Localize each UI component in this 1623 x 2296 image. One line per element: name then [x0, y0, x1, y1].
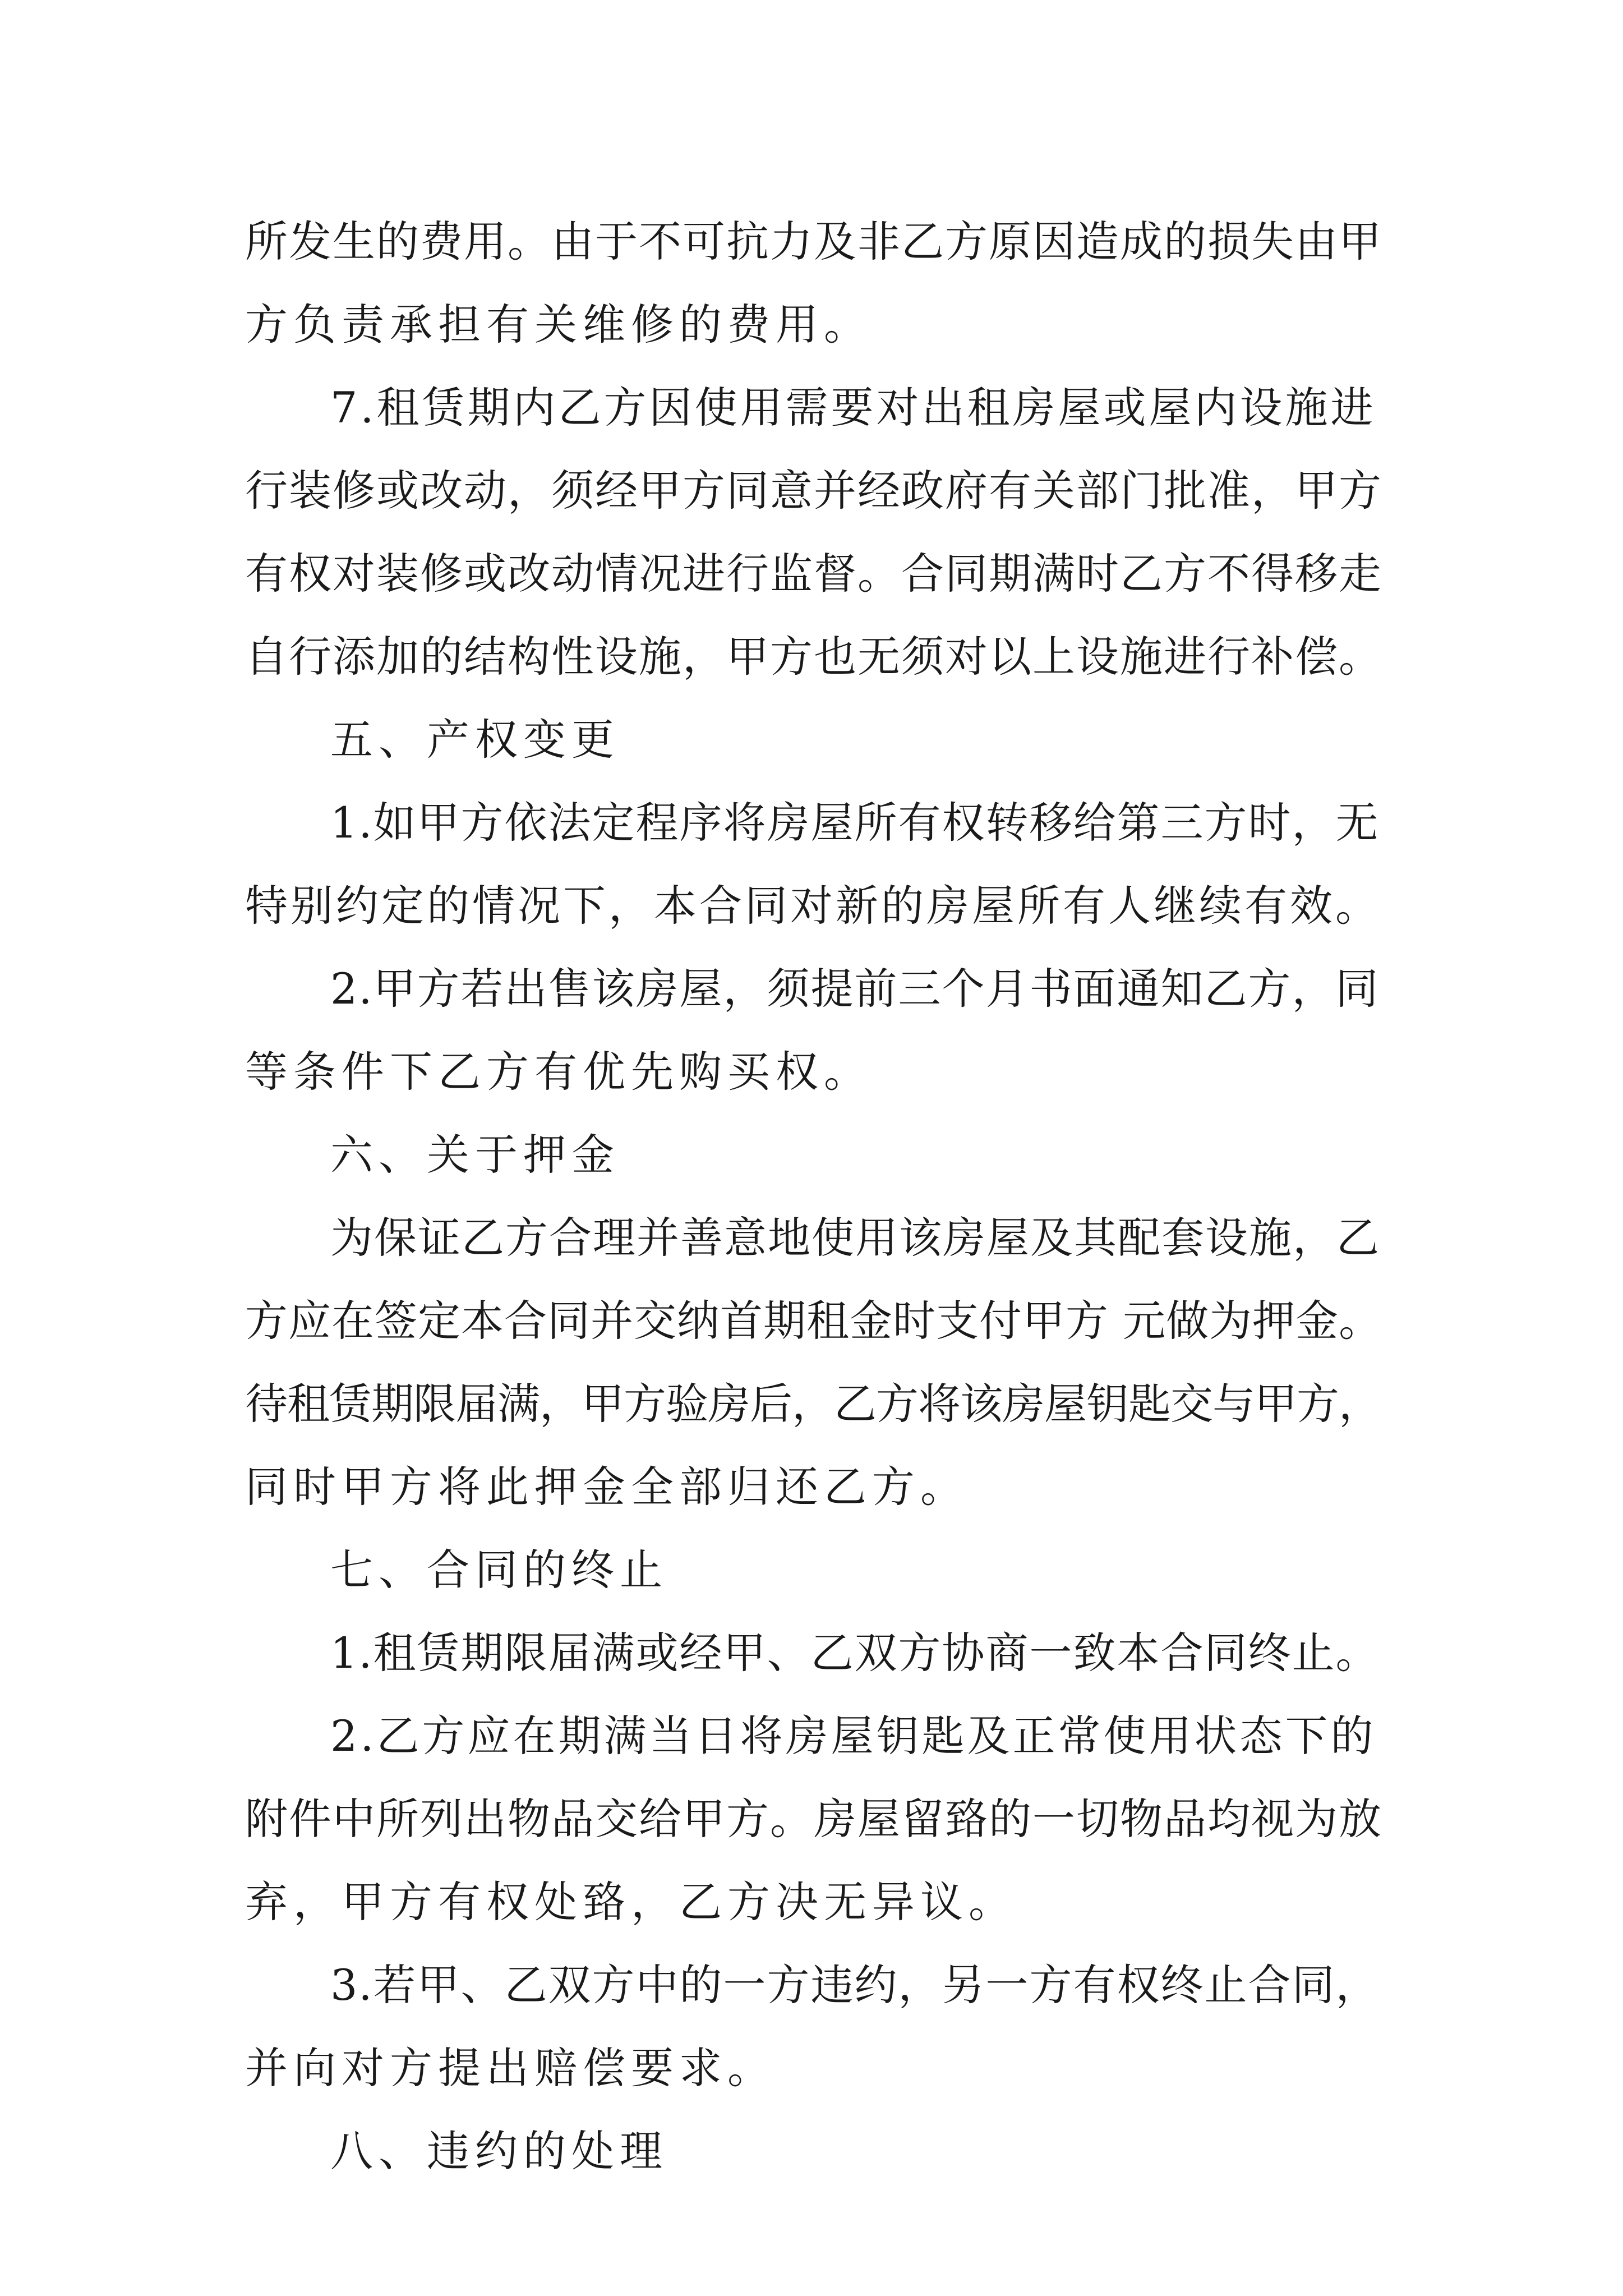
- text-line: 有权对装修或改动情况进行监督。合同期满时乙方不得移走: [245, 549, 1382, 599]
- text-line: 所发生的费用。由于不可抗力及非乙方原因造成的损失由甲: [245, 217, 1382, 266]
- section-heading: 六、关于押金: [330, 1130, 620, 1180]
- text-line: 特别约定的情况下，本合同对新的房屋所有人继续有效。: [245, 881, 1381, 931]
- text-line: 待租赁期限届满，甲方验房后，乙方将该房屋钥匙交与甲方，: [245, 1379, 1381, 1429]
- section-heading: 七、合同的终止: [330, 1545, 668, 1595]
- text-line: 行装修或改动，须经甲方同意并经政府有关部门批准，甲方: [245, 466, 1382, 516]
- text-line: 等条件下乙方有优先购买权。: [245, 1047, 872, 1097]
- clause-item: 1.如甲方依法定程序将房屋所有权转移给第三方时，无: [330, 798, 1380, 848]
- clause-item: 1.租赁期限届满或经甲、乙双方协商一致本合同终止。: [330, 1628, 1380, 1678]
- text-line: 方负责承担有关维修的费用。: [245, 300, 872, 349]
- clause-item: 2.甲方若出售该房屋，须提前三个月书面通知乙方，同: [330, 964, 1380, 1014]
- clause-item: 2.乙方应在期满当日将房屋钥匙及正常使用状态下的: [330, 1711, 1376, 1761]
- clause-item: 3.若甲、乙双方中的一方违约，另一方有权终止合同，: [330, 1960, 1380, 2010]
- text-line: 方应在签定本合同并交纳首期租金时支付甲方 元做为押金。: [245, 1296, 1382, 1346]
- text-line: 并向对方提出赔偿要求。: [245, 2043, 776, 2093]
- section-heading: 五、产权变更: [330, 715, 620, 765]
- text-line: 附件中所列出物品交给甲方。房屋留臵的一切物品均视为放: [245, 1794, 1382, 1844]
- section-heading: 八、违约的处理: [330, 2126, 668, 2176]
- text-line: 自行添加的结构性设施，甲方也无须对以上设施进行补偿。: [245, 632, 1382, 682]
- clause-item: 为保证乙方合理并善意地使用该房屋及其配套设施，乙: [330, 1213, 1380, 1263]
- text-line: 弃，甲方有权处臵，乙方决无异议。: [245, 1877, 1017, 1927]
- clause-item: 7.租赁期内乙方因使用需要对出租房屋或屋内设施进: [330, 383, 1376, 432]
- text-line: 同时甲方将此押金全部归还乙方。: [245, 1462, 969, 1512]
- contract-text-body: [245, 200, 1389, 2193]
